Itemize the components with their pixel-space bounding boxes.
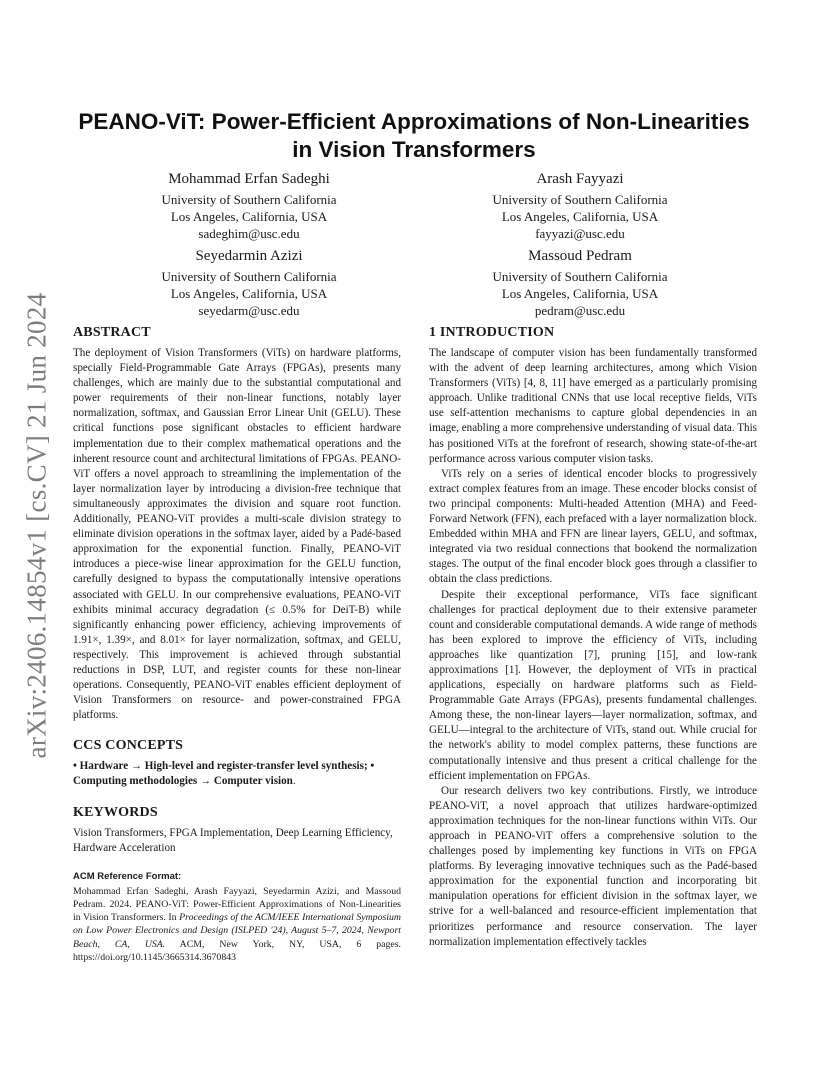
ccs-text [73,759,401,789]
author-affiliation: University of Southern California [161,269,337,284]
abstract-text: The deployment of Vision Transformers (ViTs) on hardware platforms, specially Field-Programmable Gate Arrays (FPGAs), presents many challenges, which are mainly due to the substantial computational and power requirements of their non-linear functions, notably layer normalization, softmax, and Gaussian Error Linear Unit (GELU). These critical functions pose significant obstacles to efficient hardware implementation due to their complex mathematical operations and the inherent resource count and architectural limitations of FPGAs. PEANO-ViT offers a novel approach to streamlining the implementation of the layer normalization layer by introducing a division-free technique that simultaneously approximates the division and square root function. Additionally, PEANO-ViT provides a multi-scale division strategy to eliminate division operations in the softmax layer, aided by a Padé-based approximation for the exponential function. Finally, PEANO-ViT introduces a piece-wise linear approximation for the GELU function, carefully designed to bypass the computationally intensive operations associated with GELU. In our comprehensive evaluations, PEANO-ViT exhibits minimal accuracy degradation (≤ 0.5% for DeiT-B) while significantly enhancing power efficiency, achieving improvements of 1.91×, 1.39×, and 8.01× for layer normalization, softmax, and GELU, respectively. This improvement is achieved through substantial reductions in DSP, LUT, and register counts for these non-linear operations. Consequently, PEANO-ViT enables efficient deployment of Vision Transformers on resource- and power-constrained FPGA platforms. [73,347,401,722]
ccs-concept-hardware: • Hardware → High-level and register-transfer level synthesis; [73,760,368,773]
author-email: seyedarm@usc.edu [198,303,300,318]
author-name: Arash Fayyazi [536,171,624,187]
author-affiliation: University of Southern California [161,192,337,207]
right-column [429,324,757,950]
author-block-2 [461,170,699,242]
ccs-concept-computing: • Computing methodologies → Computer vision [73,760,375,788]
acm-reference-part-a: Mohammad Erfan Sadeghi, Arash Fayyazi, Seyedarmin Azizi, and Massoud Pedram. 2024. PEANO-ViT: Power-Efficient Approximations of Non-Linearities in Vision Transformers. In [73,885,401,924]
acm-reference-heading: ACM Reference Format: [73,870,182,882]
author-affiliation: University of Southern California [492,192,668,207]
ccs-end: . [292,775,296,788]
author-email: sadeghim@usc.edu [198,226,300,241]
ccs-section [73,737,401,789]
intro-paragraph: ViTs rely on a series of identical encoder blocks to progressively extract complex features from an image. These encoder blocks consist of two principal components: Multi-headed Attention (MHA) and Feed-Forward Network (FFN), each prefaced with a layer normalization block. Embedded within MHA and FFN are linear layers, GELU, and softmax, integrated via two residual connections that bookend the normalization stages. The output of the final encoder block goes through a classifier to obtain the class predictions. [429,467,757,586]
acm-reference [73,870,401,964]
author-location: Los Angeles, California, USA [170,209,328,224]
author-name: Massoud Pedram [528,248,632,264]
introduction-heading: 1 INTRODUCTION [429,325,555,340]
left-column [73,324,401,964]
keywords-heading: KEYWORDS [73,804,158,820]
author-name: Mohammad Erfan Sadeghi [168,171,330,187]
arxiv-identifier-stamp [22,290,52,760]
keywords-text: Vision Transformers, FPGA Implementation, Deep Learning Efficiency, Hardware Acceleration [73,826,393,854]
author-name: Seyedarmin Azizi [195,248,303,264]
author-affiliation: University of Southern California [492,269,668,284]
author-block-4 [461,247,699,319]
abstract-section [73,324,401,723]
abstract-heading: ABSTRACT [73,325,151,340]
acm-reference-text [73,885,401,964]
intro-paragraph: The landscape of computer vision has been fundamentally transformed with the advent of deep learning architectures, among which Vision Transformers (ViTs) [4, 8, 11] have emerged as a particularly promising approach. Unlike traditional CNNs that use local receptive fields, ViTs use self-attention mechanisms to capture global dependencies in an image, enabling a more comprehensive understanding of visual data. This has positioned ViTs at the forefront of research, showing state-of-the-art performance across various computer vision tasks. [429,347,757,465]
title-line-1: PEANO-ViT: Power-Efficient Approximations of Non-Linearities [78,109,750,134]
author-email: pedram@usc.edu [534,303,626,318]
arxiv-identifier: arXiv:2406.14854v1 [cs.CV] 21 Jun 2024 [21,292,52,758]
author-email: fayyazi@usc.edu [535,226,625,241]
author-location: Los Angeles, California, USA [501,286,659,301]
ccs-heading: CCS CONCEPTS [73,738,184,754]
acm-reference-part-b: ACM, New York, NY, USA, 6 pages. https://doi.org/10.1145/3665314.3670843 [73,938,401,963]
keywords-section [73,804,401,856]
author-block-1 [130,170,368,242]
intro-paragraph: Our research delivers two key contributions. Firstly, we introduce PEANO-ViT, a novel approach that utilizes hardware-optimized approximation techniques for the non-linear functions within ViTs. Our approach in PEANO-ViT offers a comprehensive solution to the challenges posed by implementing key functions in ViTs on FPGA platforms. By leveraging innovative techniques such as the Padé-based approximation for the exponential function and incorporating bit manipulation operations for efficient division in the softmax layer, we strive for a well-balanced and resource-efficient implementation that prioritizes performance and resource conservation. The layer normalization implementation effectively tackles [429,784,757,948]
author-location: Los Angeles, California, USA [170,286,328,301]
paper-title [60,108,768,164]
acm-reference-venue: Proceedings of the ACM/IEEE International Symposium on Low Power Electronics and Design (ISLPED '24), August 5–7, 2024, Newport Beach, CA, USA. [73,912,401,950]
author-block-3 [130,247,368,319]
title-line-2: in Vision Transformers [292,137,536,162]
intro-paragraph: Despite their exceptional performance, ViTs face significant challenges for practical deployment due to their extensive parameter count and considerable computational demands. A wide range of methods has been explored to improve the efficiency of ViTs, including approaches like quantization [7], pruning [15], and low-rank approximations [1]. However, the deployment of ViTs in practical applications, especially on hardware platforms such as Field-Programmable Gate Arrays (FPGAs), presents fundamental challenges. Among these, the non-linear layers—layer normalization, softmax, and GELU—integral to the architecture of ViTs, stand out. While crucial for the network's ability to model complex patterns, these functions are computationally intensive and thus present a critical challenge for the efficient implementation on FPGAs. [429,588,757,782]
author-location: Los Angeles, California, USA [501,209,659,224]
